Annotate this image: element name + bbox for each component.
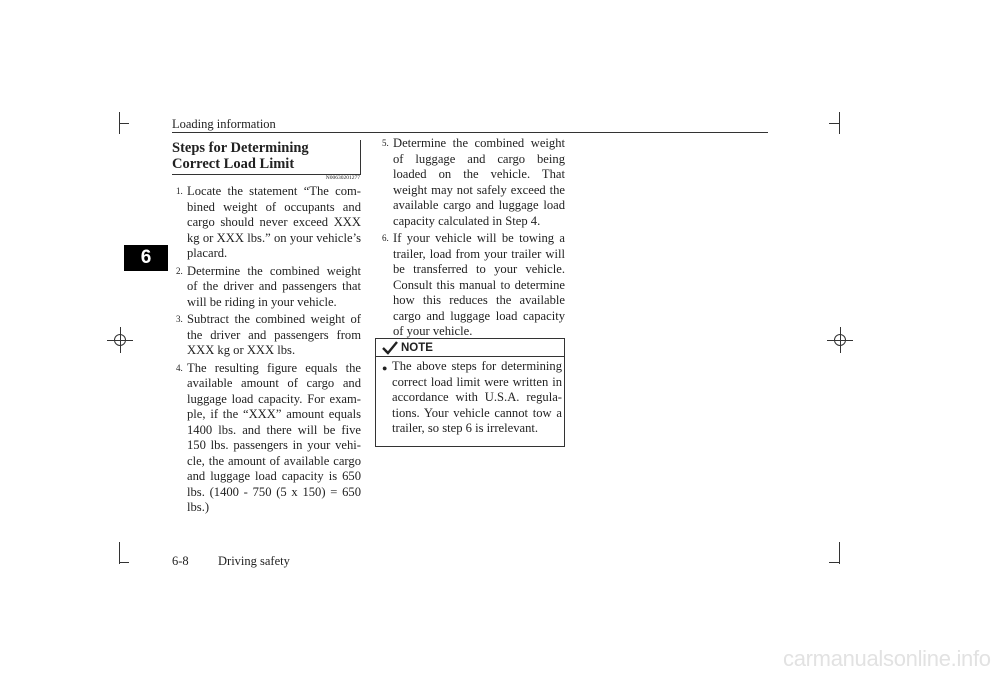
steps-right-column — [382, 136, 565, 342]
step-number: 4. — [176, 362, 183, 373]
crop-mark — [829, 562, 839, 563]
footer-section: Driving safety — [218, 554, 290, 568]
header-title: Loading information — [172, 117, 276, 131]
step-text: Locate the statement “The com- bined weight of occupants and cargo should never exceed XXX kg or XXX lbs.” on your vehicle’s placard. — [187, 184, 361, 260]
step-number: 5. — [382, 138, 389, 148]
crop-mark — [119, 123, 129, 124]
crop-mark — [829, 123, 839, 124]
chapter-tab: 6 — [124, 245, 168, 271]
page-number: 6-8 — [172, 554, 189, 568]
crop-mark — [839, 542, 840, 564]
step-number: 6. — [382, 233, 389, 243]
section-code: N00630201277 — [325, 175, 360, 181]
list-item — [176, 264, 361, 311]
list-item — [382, 231, 565, 340]
list-item — [382, 136, 565, 229]
registration-mark-icon — [834, 334, 846, 346]
list-item — [176, 312, 361, 359]
note-label: NOTE — [401, 342, 433, 354]
steps-left-column — [176, 184, 361, 518]
list-item — [382, 359, 562, 437]
step-text: Determine the combined weight of the driver and passengers that will be riding in your vehicle. — [187, 263, 361, 309]
note-check-icon — [382, 341, 398, 355]
note-box — [375, 338, 565, 447]
note-divider — [376, 356, 564, 357]
crop-mark — [119, 542, 120, 564]
note-text: The above steps for determining correct load limit were written in accordance with U.S.A. regula- tions. Your vehicle cannot tow a trailer, so step 6 is irrelevant. — [392, 359, 562, 435]
header-rule — [172, 132, 768, 133]
step-text: The resulting figure equals the available amount of cargo and luggage load capacity. For exam- ple, if the “XXX” amount equals 1400 lbs. and there will be five 150 lbs. passengers in your vehi- cle, the amount of available cargo and luggage load capacity is 650 lbs. (1400 - 750 (5 x 150) = 650 lbs.) — [187, 360, 361, 514]
step-number: 3. — [176, 314, 183, 324]
bullet-icon: ● — [382, 363, 388, 373]
list-item — [176, 184, 361, 262]
note-header — [382, 341, 433, 355]
crop-mark — [839, 112, 840, 134]
step-text: Determine the combined weight of luggage and cargo being loaded on the vehicle. That weight may not safely exceed the available cargo and luggage load capacity calculated in Step 4. — [393, 136, 565, 228]
step-number: 2. — [176, 265, 183, 276]
step-text: Subtract the combined weight of the driver and passengers from XXX kg or XXX lbs. — [187, 312, 361, 357]
section-title: Steps for Determining Correct Load Limit — [172, 140, 309, 172]
step-number: 1. — [176, 186, 183, 196]
section-heading — [172, 140, 361, 175]
list-item — [176, 361, 361, 516]
note-body — [382, 359, 562, 437]
step-text: If your vehicle will be towing a trailer, load from your trailer will be transferred to your vehicle. Consult this manual to determine how this reduces the available cargo and luggage load capacity of your vehicle. — [393, 231, 565, 338]
crop-mark — [119, 562, 129, 563]
watermark: carmanualsonline.info — [783, 646, 991, 671]
registration-mark-icon — [114, 334, 126, 346]
